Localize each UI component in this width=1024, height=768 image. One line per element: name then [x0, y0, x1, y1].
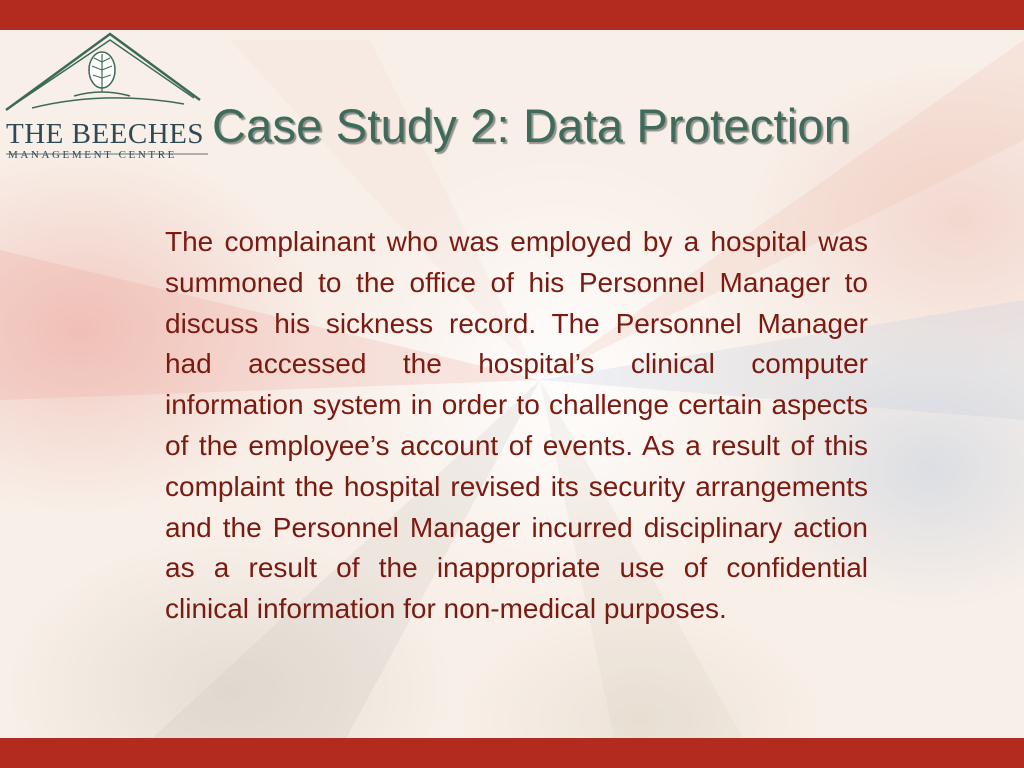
logo-name: THE BEECHES	[6, 118, 205, 150]
bottom-accent-bar	[0, 738, 1024, 768]
top-accent-bar	[0, 0, 1024, 30]
logo-subtitle: MANAGEMENT CENTRE	[8, 149, 177, 161]
beeches-logo	[4, 30, 208, 162]
case-study-body: The complainant who was employed by a hospital was summoned to the office of his Personnel Manager to discuss his sickness record. The Personnel Manager had accessed the hospital’s clinical computer information system in order to challenge certain aspects of the employee’s account of events. As a result of this complaint the hospital revised its security arrangements and the Personnel Manager incurred disciplinary action as a result of the inappropriate use of confidential clinical information for non-medical purposes.	[165, 226, 868, 625]
slide-title: Case Study 2: Data Protection	[212, 99, 851, 152]
